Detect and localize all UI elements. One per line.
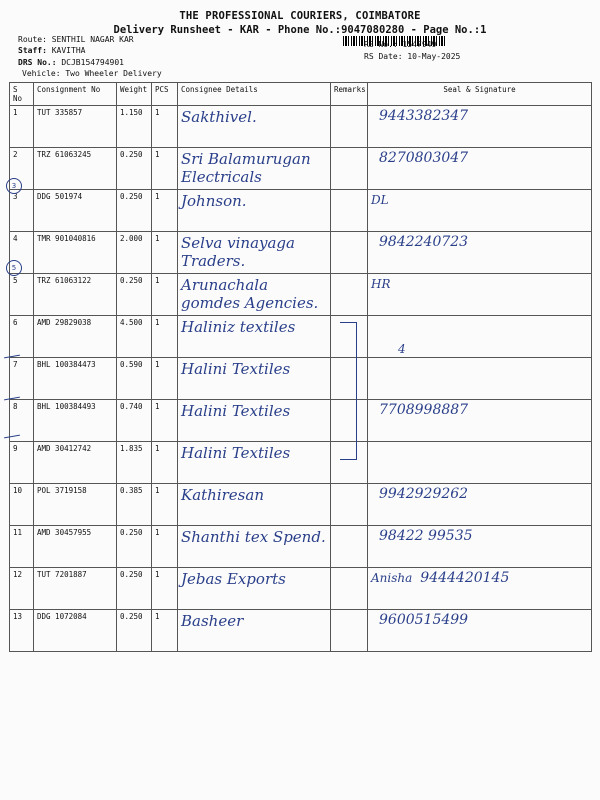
pcs-cell: 1 bbox=[152, 484, 178, 526]
consignee-cell: Sri Balamurugan Electricals bbox=[178, 148, 331, 190]
pcs-cell: 1 bbox=[152, 232, 178, 274]
rs-date-value: 10-May-2025 bbox=[407, 52, 461, 61]
table-row bbox=[10, 316, 592, 358]
runsheet-subtitle: Delivery Runsheet - KAR - Phone No.:9047080280 - Page No.:1 bbox=[113, 24, 487, 36]
signature-cell bbox=[368, 148, 592, 190]
pcs-cell: 1 bbox=[152, 274, 178, 316]
table-row bbox=[10, 232, 592, 274]
remarks-cell bbox=[331, 274, 368, 316]
consignment-cell: POL 3719158 bbox=[34, 484, 117, 526]
col-pcs: PCS bbox=[152, 83, 178, 106]
sno-cell: 5 bbox=[10, 274, 34, 316]
col-weight: Weight bbox=[117, 83, 152, 106]
sno-cell: 1 bbox=[10, 106, 34, 148]
table-row bbox=[10, 358, 592, 400]
pcs-cell: 1 bbox=[152, 610, 178, 652]
weight-cell: 0.250 bbox=[117, 568, 152, 610]
pcs-cell: 1 bbox=[152, 442, 178, 484]
table-row bbox=[10, 274, 592, 316]
remarks-cell bbox=[331, 190, 368, 232]
remarks-cell bbox=[331, 484, 368, 526]
bracket-note: 4 bbox=[398, 342, 406, 356]
phone-number: 98422 99535 bbox=[379, 528, 473, 544]
consignment-cell: AMD 30412742 bbox=[34, 442, 117, 484]
route-value: SENTHIL NAGAR KAR bbox=[51, 35, 134, 44]
consignee-cell: Jebas Exports bbox=[178, 568, 331, 610]
rs-date-line: RS Date: 10-May-2025 bbox=[364, 52, 461, 61]
pcs-cell: 1 bbox=[152, 358, 178, 400]
sno-cell: 10 bbox=[10, 484, 34, 526]
consignment-cell: TMR 901040816 bbox=[34, 232, 117, 274]
sno-cell: 4 bbox=[10, 232, 34, 274]
table-row bbox=[10, 400, 592, 442]
signature-cell bbox=[368, 610, 592, 652]
consignee-cell: Halini Textiles bbox=[178, 358, 331, 400]
signature-cell bbox=[368, 358, 592, 400]
weight-cell: 0.385 bbox=[117, 484, 152, 526]
remarks-cell bbox=[331, 148, 368, 190]
staff-value: KAVITHA bbox=[51, 46, 86, 55]
col-sno: S No bbox=[10, 83, 34, 106]
weight-cell: 4.500 bbox=[117, 316, 152, 358]
consignee-cell: Halini Textiles bbox=[178, 442, 331, 484]
table-row bbox=[10, 610, 592, 652]
weight-cell: 1.835 bbox=[117, 442, 152, 484]
consignee-cell: Basheer bbox=[178, 610, 331, 652]
signature-cell bbox=[368, 526, 592, 568]
signature-text: DL bbox=[371, 193, 389, 207]
consignee-cell: Shanthi tex Spend. bbox=[178, 526, 331, 568]
table-row bbox=[10, 568, 592, 610]
signature-cell bbox=[368, 232, 592, 274]
consignment-cell: TUT 7201887 bbox=[34, 568, 117, 610]
grouping-bracket bbox=[340, 322, 357, 460]
table-row bbox=[10, 106, 592, 148]
signature-cell bbox=[368, 568, 592, 610]
consignee-cell: Haliniz textiles bbox=[178, 316, 331, 358]
weight-cell: 0.250 bbox=[117, 610, 152, 652]
signature-text: Anisha bbox=[371, 571, 413, 585]
pcs-cell: 1 bbox=[152, 526, 178, 568]
pcs-cell: 1 bbox=[152, 568, 178, 610]
sno-cell: 2 bbox=[10, 148, 34, 190]
weight-cell: 2.000 bbox=[117, 232, 152, 274]
weight-cell: 1.150 bbox=[117, 106, 152, 148]
sno-cell: 6 bbox=[10, 316, 34, 358]
phone-number: 7708998887 bbox=[379, 402, 469, 418]
phone-number: 9444420145 bbox=[420, 570, 510, 586]
table-row bbox=[10, 442, 592, 484]
table-row bbox=[10, 190, 592, 232]
drs-line: DRS No.: DCJB154794901 bbox=[18, 58, 124, 67]
weight-cell: 0.250 bbox=[117, 274, 152, 316]
weight-cell: 0.250 bbox=[117, 526, 152, 568]
weight-cell: 0.590 bbox=[117, 358, 152, 400]
vehicle-line: Vehicle: Two Wheeler Delivery bbox=[22, 69, 162, 78]
signature-cell bbox=[368, 442, 592, 484]
col-signature: Seal & Signature bbox=[368, 83, 592, 106]
sno-cell: 12 bbox=[10, 568, 34, 610]
phone-number: 9600515499 bbox=[379, 612, 469, 628]
col-consignment: Consignment No bbox=[34, 83, 117, 106]
pcs-cell: 1 bbox=[152, 148, 178, 190]
phone-number: 9842240723 bbox=[379, 234, 469, 250]
col-consignee: Consignee Details bbox=[178, 83, 331, 106]
consignment-cell: TRZ 61063245 bbox=[34, 148, 117, 190]
table-row bbox=[10, 526, 592, 568]
pcs-cell: 1 bbox=[152, 316, 178, 358]
col-remarks: Remarks bbox=[331, 83, 368, 106]
remarks-cell bbox=[331, 526, 368, 568]
consignee-cell: Johnson. bbox=[178, 190, 331, 232]
weight-cell: 0.250 bbox=[117, 148, 152, 190]
remarks-cell bbox=[331, 568, 368, 610]
sno-cell: 3 bbox=[10, 190, 34, 232]
pcs-cell: 1 bbox=[152, 106, 178, 148]
route-line: Route: SENTHIL NAGAR KAR bbox=[18, 35, 134, 44]
consignment-cell: DDG 1072084 bbox=[34, 610, 117, 652]
remarks-cell bbox=[331, 106, 368, 148]
remarks-cell bbox=[331, 610, 368, 652]
rs-no-value: 1547949 bbox=[402, 40, 437, 49]
delivery-table bbox=[9, 82, 592, 652]
consignment-cell: BHL 100384473 bbox=[34, 358, 117, 400]
circled-mark: 3 bbox=[6, 178, 22, 194]
phone-number: 9942929262 bbox=[379, 486, 469, 502]
consignment-cell: AMD 29829038 bbox=[34, 316, 117, 358]
sno-cell: 8 bbox=[10, 400, 34, 442]
weight-cell: 0.740 bbox=[117, 400, 152, 442]
consignment-cell: TRZ 61063122 bbox=[34, 274, 117, 316]
phone-number: 8270803047 bbox=[379, 150, 469, 166]
sno-cell: 7 bbox=[10, 358, 34, 400]
remarks-cell bbox=[331, 232, 368, 274]
sno-cell: 13 bbox=[10, 610, 34, 652]
consignee-cell: Sakthivel. bbox=[178, 106, 331, 148]
consignee-cell: Kathiresan bbox=[178, 484, 331, 526]
sno-cell: 11 bbox=[10, 526, 34, 568]
weight-cell: 0.250 bbox=[117, 190, 152, 232]
consignee-cell: Selva vinayaga Traders. bbox=[178, 232, 331, 274]
signature-cell bbox=[368, 190, 592, 232]
signature-cell bbox=[368, 484, 592, 526]
signature-text: HR bbox=[371, 277, 391, 291]
consignment-cell: TUT 335857 bbox=[34, 106, 117, 148]
consignee-cell: Halini Textiles bbox=[178, 400, 331, 442]
table-row bbox=[10, 484, 592, 526]
company-title: THE PROFESSIONAL COURIERS, COIMBATORE bbox=[179, 10, 421, 22]
sno-cell: 9 bbox=[10, 442, 34, 484]
signature-cell bbox=[368, 400, 592, 442]
pcs-cell: 1 bbox=[152, 190, 178, 232]
consignee-cell: Arunachala gomdes Agencies. bbox=[178, 274, 331, 316]
circled-mark: 5 bbox=[6, 260, 22, 276]
table-row bbox=[10, 148, 592, 190]
pcs-cell: 1 bbox=[152, 400, 178, 442]
signature-cell bbox=[368, 274, 592, 316]
drs-value: DCJB154794901 bbox=[61, 58, 124, 67]
table-header-row bbox=[10, 83, 592, 106]
signature-cell bbox=[368, 106, 592, 148]
staff-line: Staff: KAVITHA bbox=[18, 46, 86, 55]
consignment-cell: AMD 30457955 bbox=[34, 526, 117, 568]
vehicle-value: Two Wheeler Delivery bbox=[65, 69, 162, 78]
consignment-cell: DDG 501974 bbox=[34, 190, 117, 232]
consignment-cell: BHL 100384493 bbox=[34, 400, 117, 442]
rs-no-line: RS No.: 1547949 bbox=[364, 40, 437, 49]
phone-number: 9443382347 bbox=[379, 108, 469, 124]
